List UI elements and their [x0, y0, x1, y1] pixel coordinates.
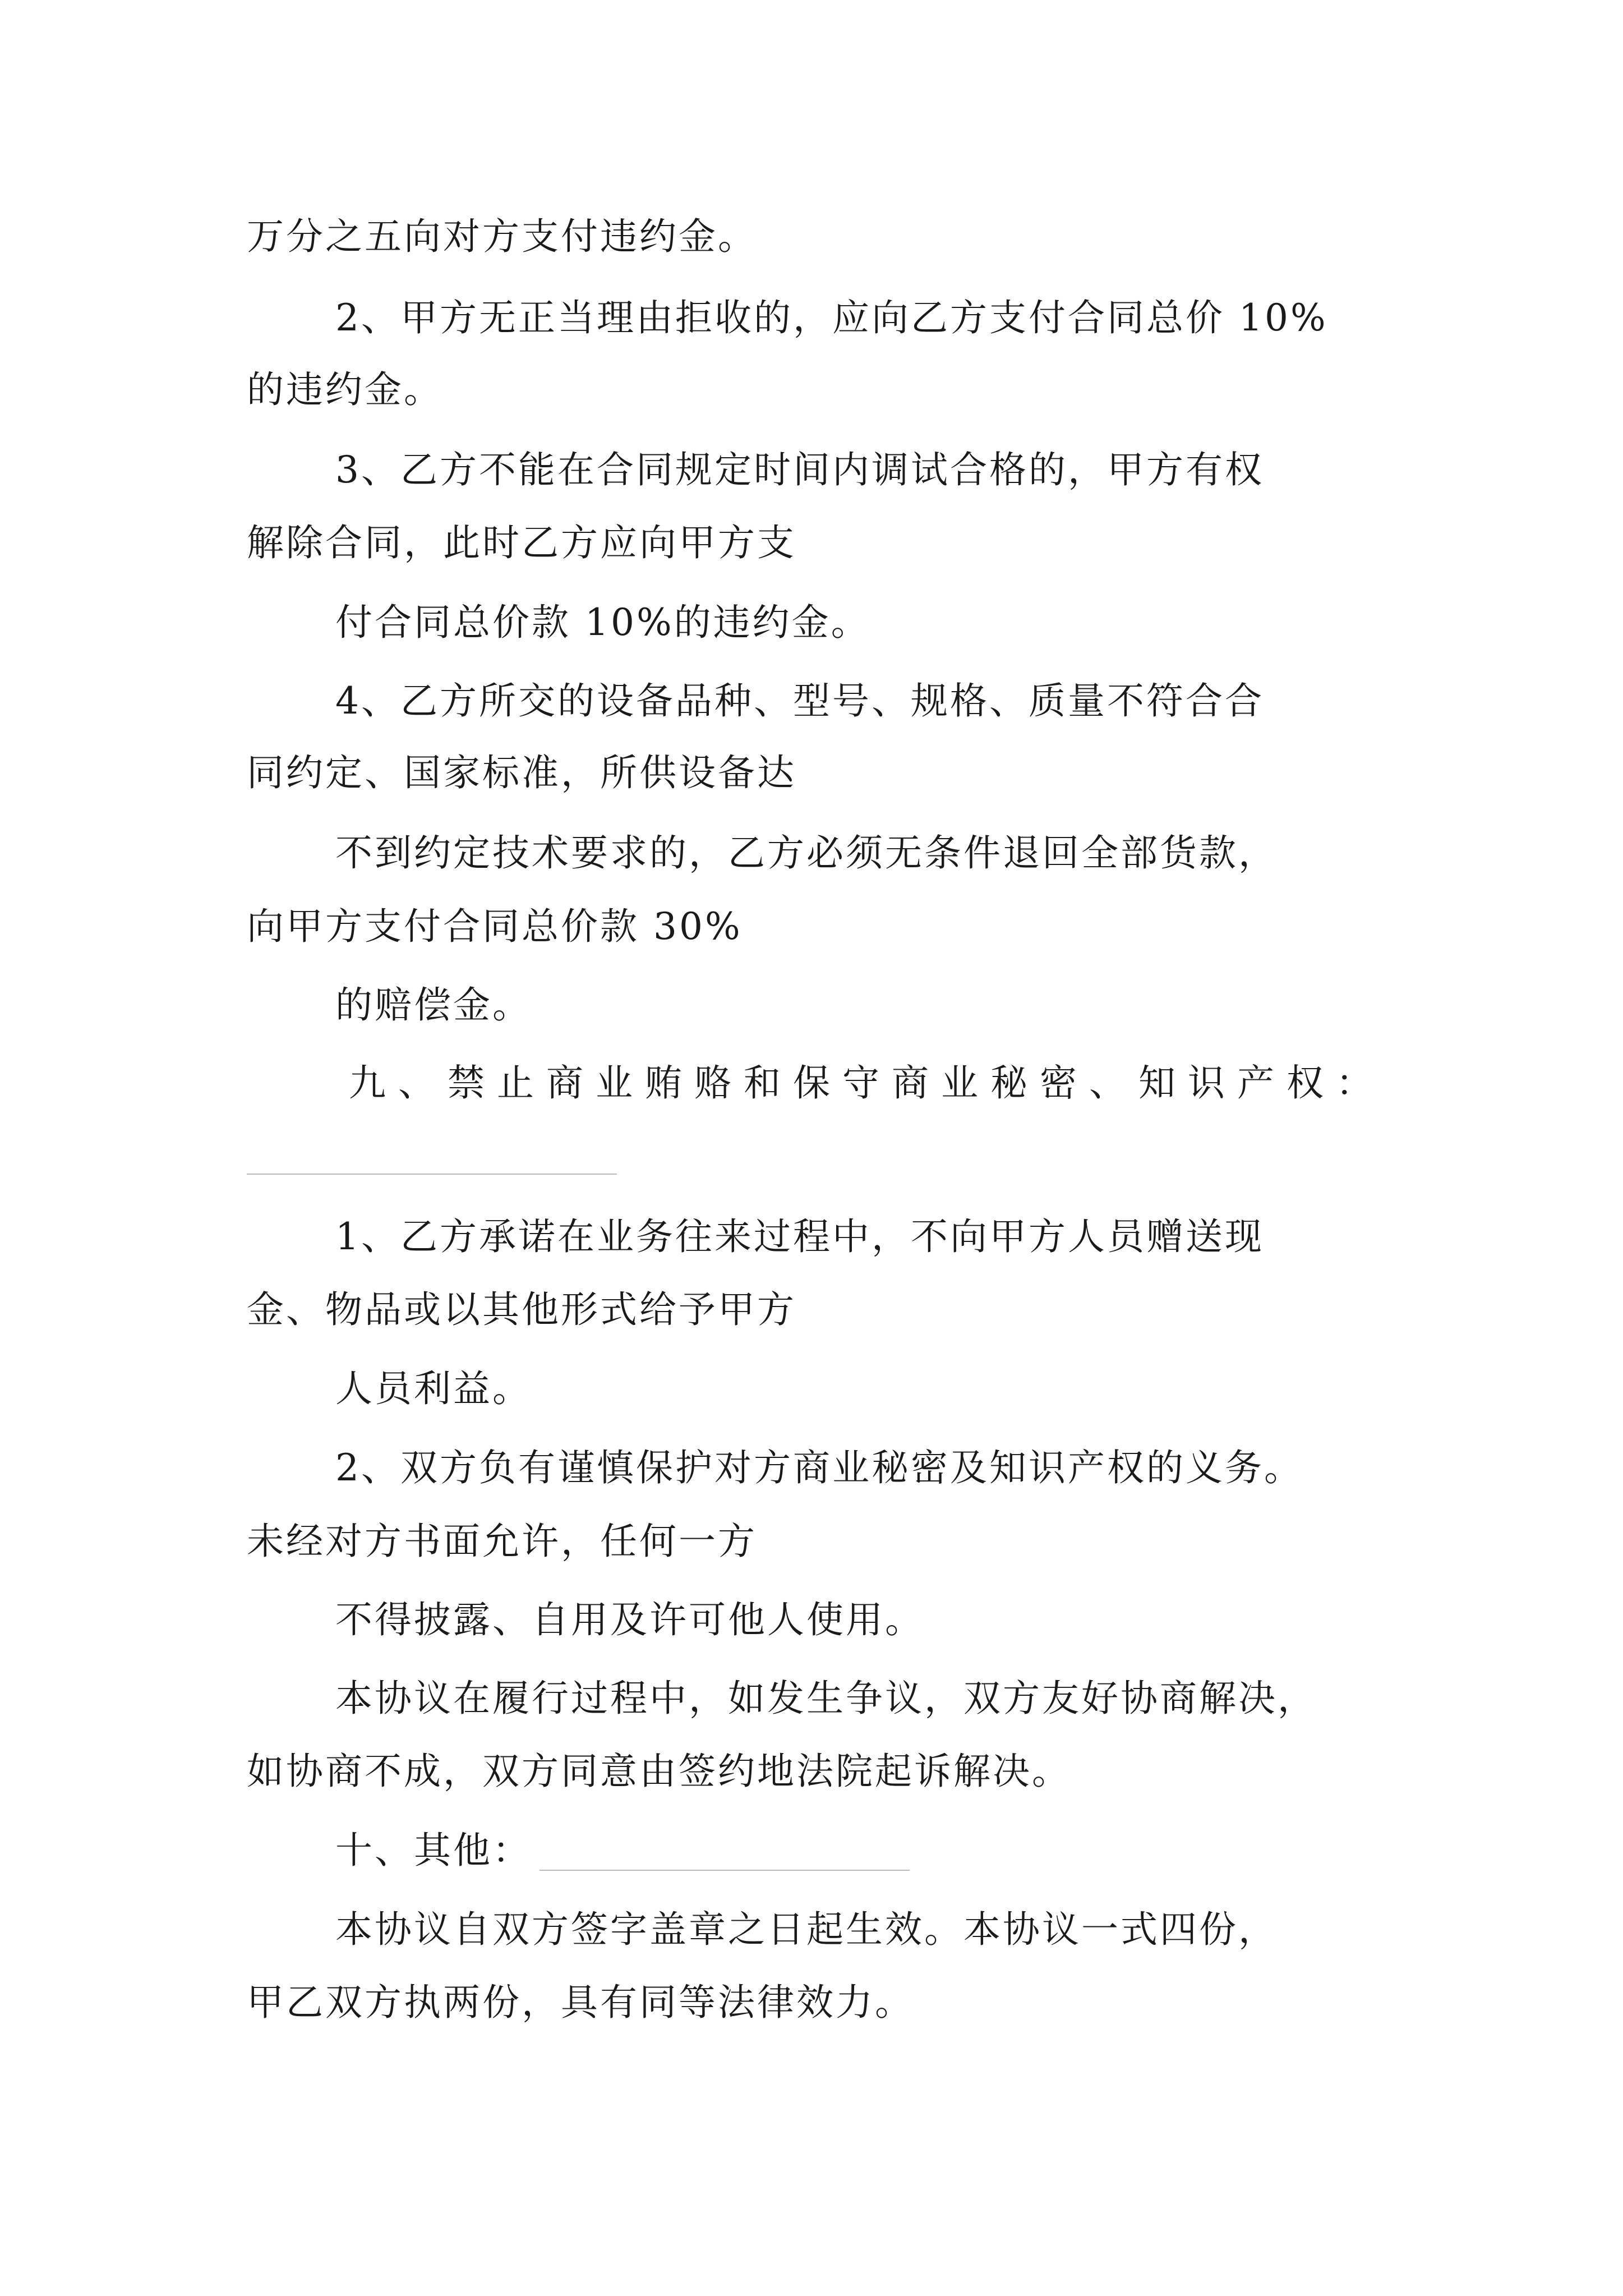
text-line: 金、物品或以其他形式给予甲方: [247, 1288, 796, 1331]
text-line: 人员利益。: [335, 1367, 532, 1410]
text-line: 4、乙方所交的设备品种、型号、规格、质量不符合合: [335, 679, 1264, 723]
text-line: 同约定、国家标准，所供设备达: [247, 751, 796, 794]
text-line: 甲乙双方执两份，具有同等法律效力。: [247, 1981, 914, 2024]
text-line: 3、乙方不能在合同规定时间内调试合格的，甲方有权: [335, 448, 1264, 491]
text-line: 的赔偿金。: [335, 983, 532, 1027]
text-line: 未经对方书面允许，任何一方: [247, 1520, 757, 1563]
text-line: 不得披露、自用及许可他人使用。: [335, 1598, 924, 1641]
text-line: 向甲方支付合同总价款 30%: [247, 905, 743, 948]
section-heading: 九、禁止商业贿赂和保守商业秘密、知识产权：: [349, 1061, 1385, 1105]
text-line: 不到约定技术要求的，乙方必须无条件退回全部货款，: [335, 831, 1278, 875]
text-line: 2、双方负有谨慎保护对方商业秘密及知识产权的义务。: [335, 1446, 1303, 1489]
text-line: 1、乙方承诺在业务往来过程中，不向甲方人员赠送现: [335, 1215, 1264, 1258]
blank-fill-line: [540, 1870, 910, 1871]
text-line: 解除合同，此时乙方应向甲方支: [247, 521, 796, 564]
text-line: 本协议在履行过程中，如发生争议，双方友好协商解决，: [335, 1677, 1317, 1720]
text-line: 付合同总价款 10%的违约金。: [335, 601, 870, 644]
section-heading-text: 十、其他：: [335, 1829, 532, 1872]
text-line: 2、甲方无正当理由拒收的，应向乙方支付合同总价 10%: [335, 296, 1328, 339]
divider-rule: [247, 1174, 617, 1175]
text-line: 如协商不成，双方同意由签约地法院起诉解决。: [247, 1750, 1071, 1793]
text-line: 万分之五向对方支付违约金。: [247, 215, 757, 258]
text-line: 的违约金。: [247, 368, 443, 411]
text-line: 本协议自双方签字盖章之日起生效。本协议一式四份，: [335, 1908, 1278, 1951]
section-heading-other: [335, 1828, 910, 1873]
